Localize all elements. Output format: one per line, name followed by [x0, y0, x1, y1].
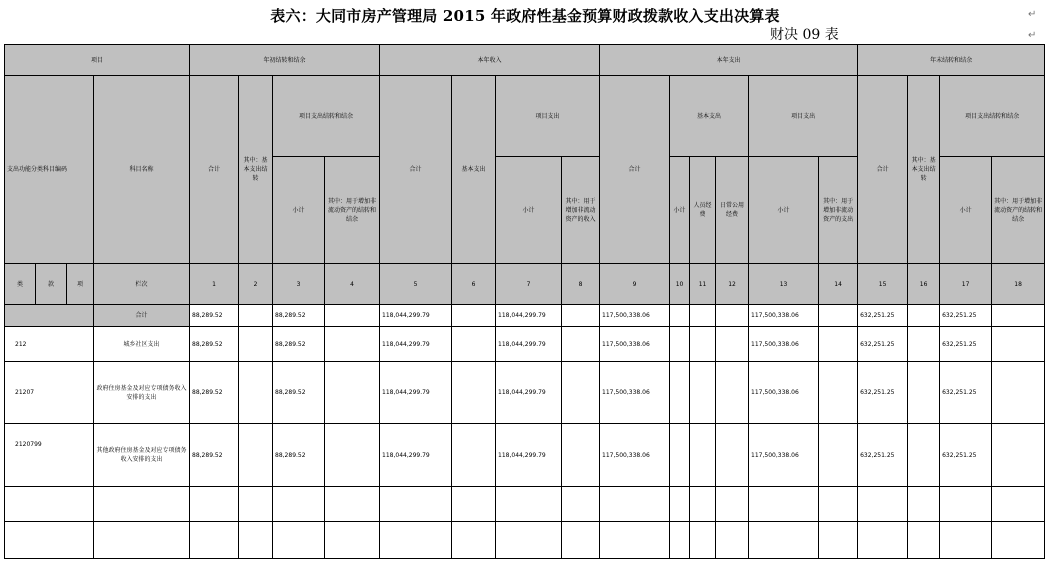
header-exp-project: 项目支出	[749, 76, 858, 157]
col-num: 3	[273, 264, 325, 305]
header-opening-total: 合计	[190, 76, 239, 264]
cell: 632,251.25	[858, 424, 908, 487]
cell	[562, 424, 600, 487]
table-row	[5, 305, 1045, 327]
cell	[5, 487, 94, 522]
cell: 118,044,299.79	[496, 305, 562, 327]
cell: 118,044,299.79	[380, 327, 452, 362]
cell	[600, 487, 670, 522]
col-num: 9	[600, 264, 670, 305]
header-row-4	[5, 264, 1045, 305]
cell	[239, 487, 273, 522]
col-num: 1	[190, 264, 239, 305]
cell	[452, 327, 496, 362]
col-num: 15	[858, 264, 908, 305]
cell	[819, 522, 858, 559]
cell	[452, 522, 496, 559]
cell: 117,500,338.06	[749, 327, 819, 362]
cell	[716, 362, 749, 424]
cell	[562, 362, 600, 424]
cell	[819, 327, 858, 362]
cell	[716, 424, 749, 487]
cell	[239, 522, 273, 559]
col-num: 12	[716, 264, 749, 305]
header-exp-proj-note: 其中：用于增加非流动资产的支出	[819, 157, 858, 264]
cell	[562, 522, 600, 559]
cell	[452, 487, 496, 522]
header-exp-total: 合计	[600, 76, 670, 264]
cell: 88,289.52	[190, 327, 239, 362]
row-code: 212	[5, 327, 94, 362]
cell	[690, 424, 716, 487]
cell: 117,500,338.06	[749, 305, 819, 327]
header-income-project: 项目支出	[496, 76, 600, 157]
header-opening-subtotal: 小计	[273, 157, 325, 264]
cell: 88,289.52	[273, 327, 325, 362]
cell	[325, 305, 380, 327]
cell	[239, 327, 273, 362]
row-name: 城乡社区支出	[94, 327, 190, 362]
table-row	[5, 327, 1045, 362]
col-num: 11	[690, 264, 716, 305]
cell	[716, 305, 749, 327]
cell: 632,251.25	[858, 362, 908, 424]
budget-table	[4, 44, 1045, 559]
cell	[670, 362, 690, 424]
cell	[452, 362, 496, 424]
cell	[819, 362, 858, 424]
cell: 118,044,299.79	[380, 305, 452, 327]
document-title: 表六：大同市房产管理局 2015 年政府性基金预算财政拨款收入支出决算表	[270, 7, 780, 25]
cell	[908, 424, 940, 487]
cell: 88,289.52	[190, 362, 239, 424]
header-subject-name: 科目名称	[94, 76, 190, 264]
cell	[819, 487, 858, 522]
header-xiang: 项	[67, 264, 94, 305]
row-name: 政府住房基金及对应专项债务收入安排的支出	[94, 362, 190, 424]
table-row	[5, 487, 1045, 522]
cell	[273, 522, 325, 559]
cell	[716, 327, 749, 362]
header-row-label: 栏次	[94, 264, 190, 305]
cell	[325, 327, 380, 362]
cell	[992, 424, 1045, 487]
cell	[992, 327, 1045, 362]
cell	[908, 362, 940, 424]
cell: 118,044,299.79	[496, 362, 562, 424]
header-closing-proj-note: 其中：用于增加非流动资产的结转和结余	[992, 157, 1045, 264]
col-num: 10	[670, 264, 690, 305]
cell	[690, 522, 716, 559]
header-closing-total: 合计	[858, 76, 908, 264]
cell: 118,044,299.79	[380, 424, 452, 487]
cell	[94, 487, 190, 522]
header-opening-basic: 其中：基本支出结转	[239, 76, 273, 264]
cell	[749, 487, 819, 522]
cell	[380, 487, 452, 522]
col-num: 13	[749, 264, 819, 305]
col-num: 18	[992, 264, 1045, 305]
cell	[670, 424, 690, 487]
row-code: 21207	[5, 362, 94, 424]
cell: 117,500,338.06	[600, 327, 670, 362]
cell	[452, 424, 496, 487]
col-num: 6	[452, 264, 496, 305]
cell	[908, 327, 940, 362]
cell: 118,044,299.79	[380, 362, 452, 424]
paragraph-mark-icon: ↵	[1028, 9, 1037, 20]
cell	[562, 327, 600, 362]
form-number: 财决 09 表	[770, 27, 839, 43]
header-expenditure: 本年支出	[600, 45, 858, 76]
cell	[690, 327, 716, 362]
cell	[940, 522, 992, 559]
cell	[690, 305, 716, 327]
cell	[749, 522, 819, 559]
cell	[690, 362, 716, 424]
header-income-subtotal: 小计	[496, 157, 562, 264]
cell	[908, 487, 940, 522]
header-income-total: 合计	[380, 76, 452, 264]
header-closing-project: 项目支出结转和结余	[940, 76, 1045, 157]
cell	[190, 487, 239, 522]
header-income: 本年收入	[380, 45, 600, 76]
header-exp-basic-subtotal: 小计	[670, 157, 690, 264]
cell	[940, 487, 992, 522]
cell	[992, 487, 1045, 522]
cell: 117,500,338.06	[600, 424, 670, 487]
cell	[562, 487, 600, 522]
cell	[452, 305, 496, 327]
col-num: 2	[239, 264, 273, 305]
cell	[239, 362, 273, 424]
cell	[819, 305, 858, 327]
cell	[190, 522, 239, 559]
row-name: 合计	[94, 305, 190, 327]
cell	[670, 305, 690, 327]
cell	[325, 362, 380, 424]
cell	[94, 522, 190, 559]
col-num: 7	[496, 264, 562, 305]
header-closing-subtotal: 小计	[940, 157, 992, 264]
cell	[908, 522, 940, 559]
header-closing-basic: 其中：基本支出结转	[908, 76, 940, 264]
header-exp-basic: 基本支出	[670, 76, 749, 157]
cell	[273, 487, 325, 522]
cell	[716, 487, 749, 522]
table-row	[5, 362, 1045, 424]
cell: 117,500,338.06	[600, 305, 670, 327]
cell	[562, 305, 600, 327]
cell	[239, 305, 273, 327]
cell	[600, 522, 670, 559]
cell: 118,044,299.79	[496, 327, 562, 362]
cell: 88,289.52	[273, 305, 325, 327]
cell	[858, 522, 908, 559]
header-opening-proj-note: 其中：用于增加非流动资产的结转和结余	[325, 157, 380, 264]
cell: 632,251.25	[858, 327, 908, 362]
header-lei: 类	[5, 264, 36, 305]
cell: 88,289.52	[273, 424, 325, 487]
cell	[496, 487, 562, 522]
cell	[325, 522, 380, 559]
cell	[325, 424, 380, 487]
header-exp-project-subtotal: 小计	[749, 157, 819, 264]
cell	[670, 487, 690, 522]
cell	[858, 487, 908, 522]
header-row-2	[5, 76, 1045, 157]
cell	[690, 487, 716, 522]
cell	[670, 522, 690, 559]
cell	[5, 522, 94, 559]
cell: 632,251.25	[940, 327, 992, 362]
cell: 88,289.52	[190, 424, 239, 487]
table-row	[5, 424, 1045, 487]
cell	[992, 305, 1045, 327]
header-closing: 年末结转和结余	[858, 45, 1045, 76]
cell: 632,251.25	[858, 305, 908, 327]
empty-cell	[5, 305, 94, 327]
col-num: 14	[819, 264, 858, 305]
table-row	[5, 522, 1045, 559]
cell	[239, 424, 273, 487]
row-name: 其他政府住房基金及对应专项债务收入安排的支出	[94, 424, 190, 487]
col-num: 16	[908, 264, 940, 305]
cell	[325, 487, 380, 522]
header-opening: 年初结转和结余	[190, 45, 380, 76]
cell	[380, 522, 452, 559]
header-income-proj-note: 其中：用于增加非流动资产的收入	[562, 157, 600, 264]
cell: 88,289.52	[190, 305, 239, 327]
header-item: 项目	[5, 45, 190, 76]
cell: 117,500,338.06	[749, 362, 819, 424]
col-num: 5	[380, 264, 452, 305]
cell: 118,044,299.79	[496, 424, 562, 487]
header-project-carry: 项目支出结转和结余	[273, 76, 380, 157]
cell	[992, 522, 1045, 559]
paragraph-mark-icon: ↵	[1028, 30, 1037, 41]
header-kuan: 款	[36, 264, 67, 305]
cell	[908, 305, 940, 327]
header-income-basic: 基本支出	[452, 76, 496, 264]
cell	[992, 362, 1045, 424]
cell	[496, 522, 562, 559]
cell: 117,500,338.06	[749, 424, 819, 487]
col-num: 17	[940, 264, 992, 305]
row-code: 2120799	[5, 424, 94, 487]
header-exp-person: 人员经费	[690, 157, 716, 264]
cell: 88,289.52	[273, 362, 325, 424]
col-num: 8	[562, 264, 600, 305]
header-row-1	[5, 45, 1045, 76]
col-num: 4	[325, 264, 380, 305]
cell	[670, 327, 690, 362]
cell: 632,251.25	[940, 362, 992, 424]
cell: 117,500,338.06	[600, 362, 670, 424]
cell: 632,251.25	[940, 424, 992, 487]
header-func-code: 支出功能分类科目编码	[5, 76, 94, 264]
cell	[716, 522, 749, 559]
header-exp-public: 日常公用经费	[716, 157, 749, 264]
cell	[819, 424, 858, 487]
cell: 632,251.25	[940, 305, 992, 327]
